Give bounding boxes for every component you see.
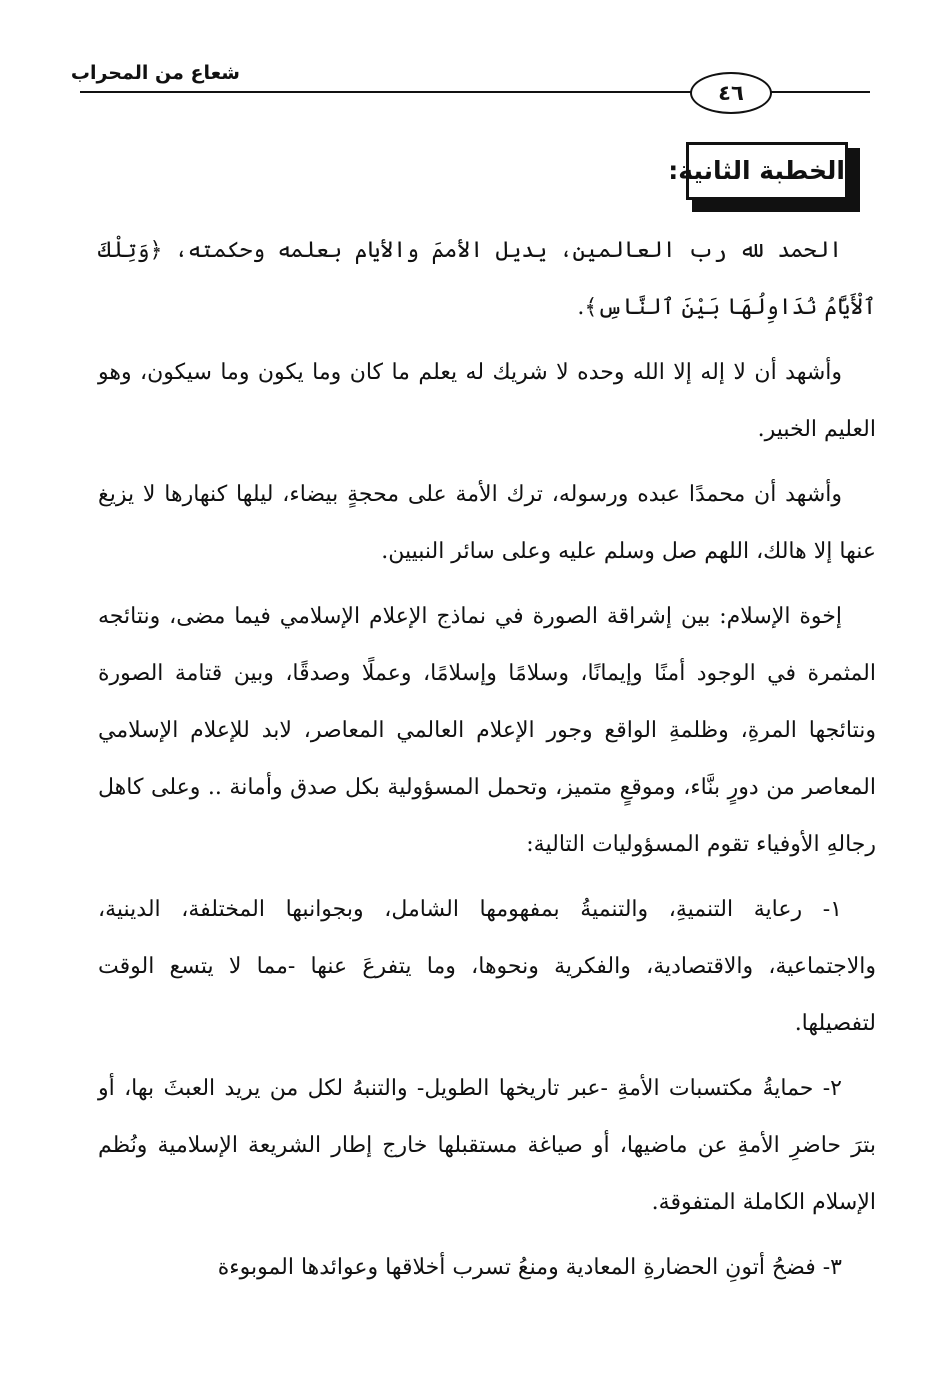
body-text xyxy=(98,222,876,1304)
paragraph-text: الحمد لله رب العالمين، يديل الأممَ والأيام بعلمه وحكمته، xyxy=(162,238,842,263)
list-item-2: ٢- حمايةُ مكتسبات الأمةِ -عبر تاريخها الطويل- والتنبهُ لكل من يريد العبثَ بها، أو بترَ حاضرِ الأمةِ عن ماضيها، أو صياغة مستقبلها خارج إطار الشريعة الإسلامية ونُظم الإسلام الكاملة المتفوقة. xyxy=(98,1076,876,1215)
section-heading-box xyxy=(668,142,856,206)
page-number-badge: ٤٦ xyxy=(690,72,772,114)
paragraph-shahada: وأشهد أن لا إله إلا الله وحده لا شريك له يعلم ما كان وما يكون وما سيكون، وهو العليم الخبير. xyxy=(98,360,876,442)
section-heading: الخطبة الثانية: xyxy=(686,142,848,200)
list-item-3: ٣- فضحُ أتونِ الحضارةِ المعادية ومنعُ تسرب أخلاقها وعوائدها الموبوءة xyxy=(217,1255,842,1280)
paragraph-opening-praise xyxy=(98,222,876,336)
quran-quote: ﴿وَتِلْكَ ٱلْأَيَّامُ نُدَاوِلُهَا بَيْنَ ٱلنَّاسِ﴾ xyxy=(98,238,876,320)
paragraph-text-end: . xyxy=(577,295,585,320)
list-item-1: ١- رعاية التنميةِ، والتنميةُ بمفهومها الشامل، وبجوانبها المختلفة، الدينية، والاجتماعية، والاقتصادية، والفكرية ونحوها، وما يتفرعَ عنها -مما لا يتسع الوقت لتفصيلها. xyxy=(98,897,876,1036)
paragraph-media-intro: إخوة الإسلام: بين إشراقة الصورة في نماذج الإعلام الإسلامي فيما مضى، ونتائجه المثمرة في الوجود أمنًا وإيمانًا، وسلامًا وإسلامًا، وعملًا وصدقًا، وبين قتامة الصورة ونتائجها المرةِ، وظلمةِ الواقع وجور الإعلام العالمي المعاصر، لابد للإعلام الإسلامي المعاصر من دورٍ بنَّاء، وموقعٍ متميز، وتحمل المسؤولية بكل صدق وأمانة .. وعلى كاهل رجالهِ الأوفياء تقوم المسؤوليات التالية: xyxy=(98,604,876,857)
running-header-title: شعاع من المحراب xyxy=(70,62,240,84)
paragraph-shahada-prophet: وأشهد أن محمدًا عبده ورسوله، ترك الأمة على محجةٍ بيضاء، ليلها كنهارها لا يزيغ عنها إلا هالك، اللهم صل وسلم عليه وعلى سائر النبيين. xyxy=(98,482,876,564)
